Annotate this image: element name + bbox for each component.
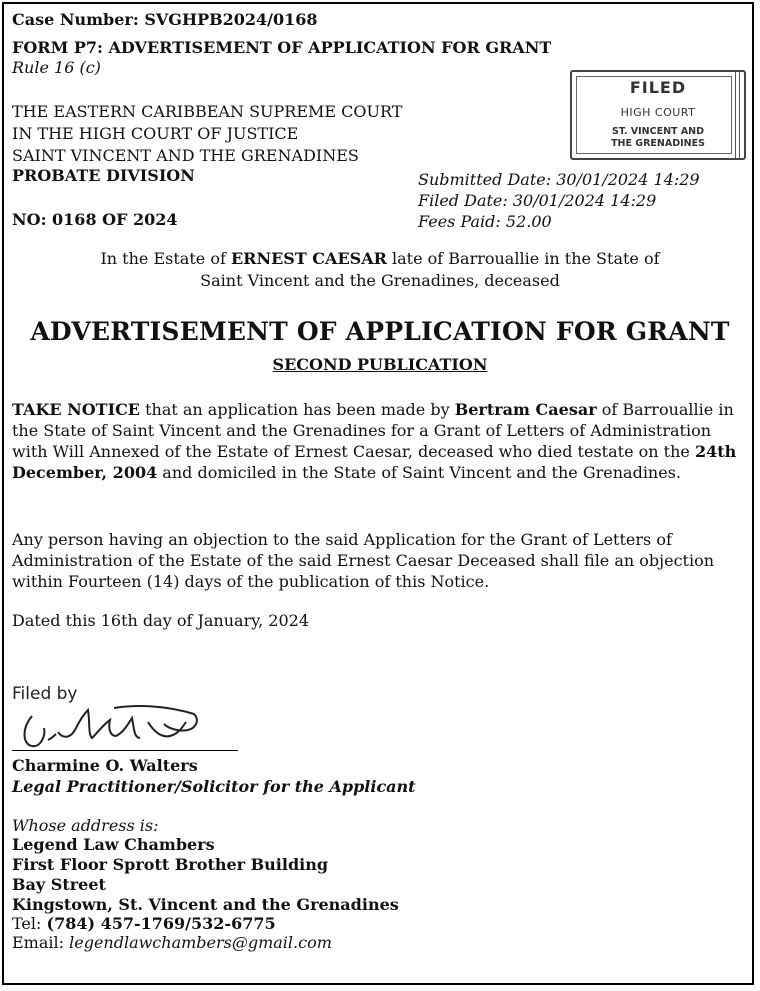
submitted-date: Submitted Date: 30/01/2024 14:29	[418, 170, 700, 189]
notice-text: that an application has been made by	[140, 400, 455, 419]
address-intro: Whose address is:	[12, 816, 159, 835]
division: PROBATE DIVISION	[12, 166, 195, 185]
deceased-name: ERNEST CAESAR	[230, 249, 387, 268]
court-line-3: SAINT VINCENT AND THE GRENADINES	[12, 146, 359, 165]
case-number: Case Number: SVGHPB2024/0168	[12, 10, 318, 29]
case-no: NO: 0168 OF 2024	[12, 210, 178, 229]
email	[12, 933, 332, 953]
notice-paragraph	[12, 399, 750, 483]
signature-line	[12, 750, 238, 751]
address-line-1: Legend Law Chambers	[12, 835, 215, 854]
take-notice-label: TAKE NOTICE	[12, 400, 140, 419]
stamp-location	[572, 126, 744, 150]
dated-line: Dated this 16th day of January, 2024	[12, 611, 310, 630]
objection-paragraph: Any person having an objection to the said Application for the Grant of Letters of Administration of the Estate of the said Ernest Caesar Deceased shall file an objection within Fourteen (14) days of the publication of this Notice.	[12, 530, 715, 591]
estate-suffix: late of Barrouallie in the State of	[386, 249, 660, 268]
stamp-location-line-2: THE GRENADINES	[611, 138, 705, 149]
stamp-court-label: HIGH COURT	[620, 106, 696, 119]
email-label: Email:	[12, 933, 70, 952]
tel-number: (784) 457-1769/532-6775	[46, 914, 276, 933]
telephone	[12, 914, 276, 934]
filed-date: Filed Date: 30/01/2024 14:29	[418, 191, 657, 210]
applicant-name: Bertram Caesar	[454, 400, 597, 419]
signatory-role: Legal Practitioner/Solicitor for the Applicant	[12, 777, 416, 796]
court-line-2: IN THE HIGH COURT OF JUSTICE	[12, 124, 299, 143]
court-line-1: THE EASTERN CARIBBEAN SUPREME COURT	[12, 102, 403, 121]
form-title: FORM P7: ADVERTISEMENT OF APPLICATION FOR GRANT	[12, 38, 552, 57]
estate-line-2: Saint Vincent and the Grenadines, deceased	[200, 271, 560, 290]
document-page	[2, 2, 754, 985]
publication-subtitle: SECOND PUBLICATION	[272, 355, 488, 374]
address-line-4: Kingstown, St. Vincent and the Grenadines	[12, 895, 399, 914]
estate-prefix: In the Estate of	[100, 249, 231, 268]
rule-reference: Rule 16 (c)	[12, 58, 101, 77]
stamp-filed-label: FILED	[629, 78, 687, 97]
advertisement-title: ADVERTISEMENT OF APPLICATION FOR GRANT	[30, 317, 730, 346]
fees-paid: Fees Paid: 52.00	[418, 212, 552, 231]
address-line-3: Bay Street	[12, 875, 106, 894]
notice-text: and domiciled in the State of Saint Vincent and the Grenadines.	[157, 463, 681, 482]
address-line-2: First Floor Sprott Brother Building	[12, 855, 329, 874]
email-address: legendlawchambers@gmail.com	[69, 933, 332, 952]
notice-text: of Barrouallie in the State of Saint Vincent and the Grenadines for a Grant of Letters of Administration with Will Annexed of the Estate of Ernest Caesar, deceased who died testate on the	[12, 400, 734, 461]
estate-line-1	[4, 249, 756, 269]
tel-label: Tel:	[12, 914, 47, 933]
filed-stamp	[570, 70, 746, 160]
filed-by-label: Filed by	[12, 684, 78, 704]
death-date: 24th December, 2004	[12, 442, 737, 482]
handwritten-signature	[18, 698, 218, 754]
stamp-location-line-1: ST. VINCENT AND	[611, 126, 705, 137]
signatory-name: Charmine O. Walters	[12, 756, 198, 775]
